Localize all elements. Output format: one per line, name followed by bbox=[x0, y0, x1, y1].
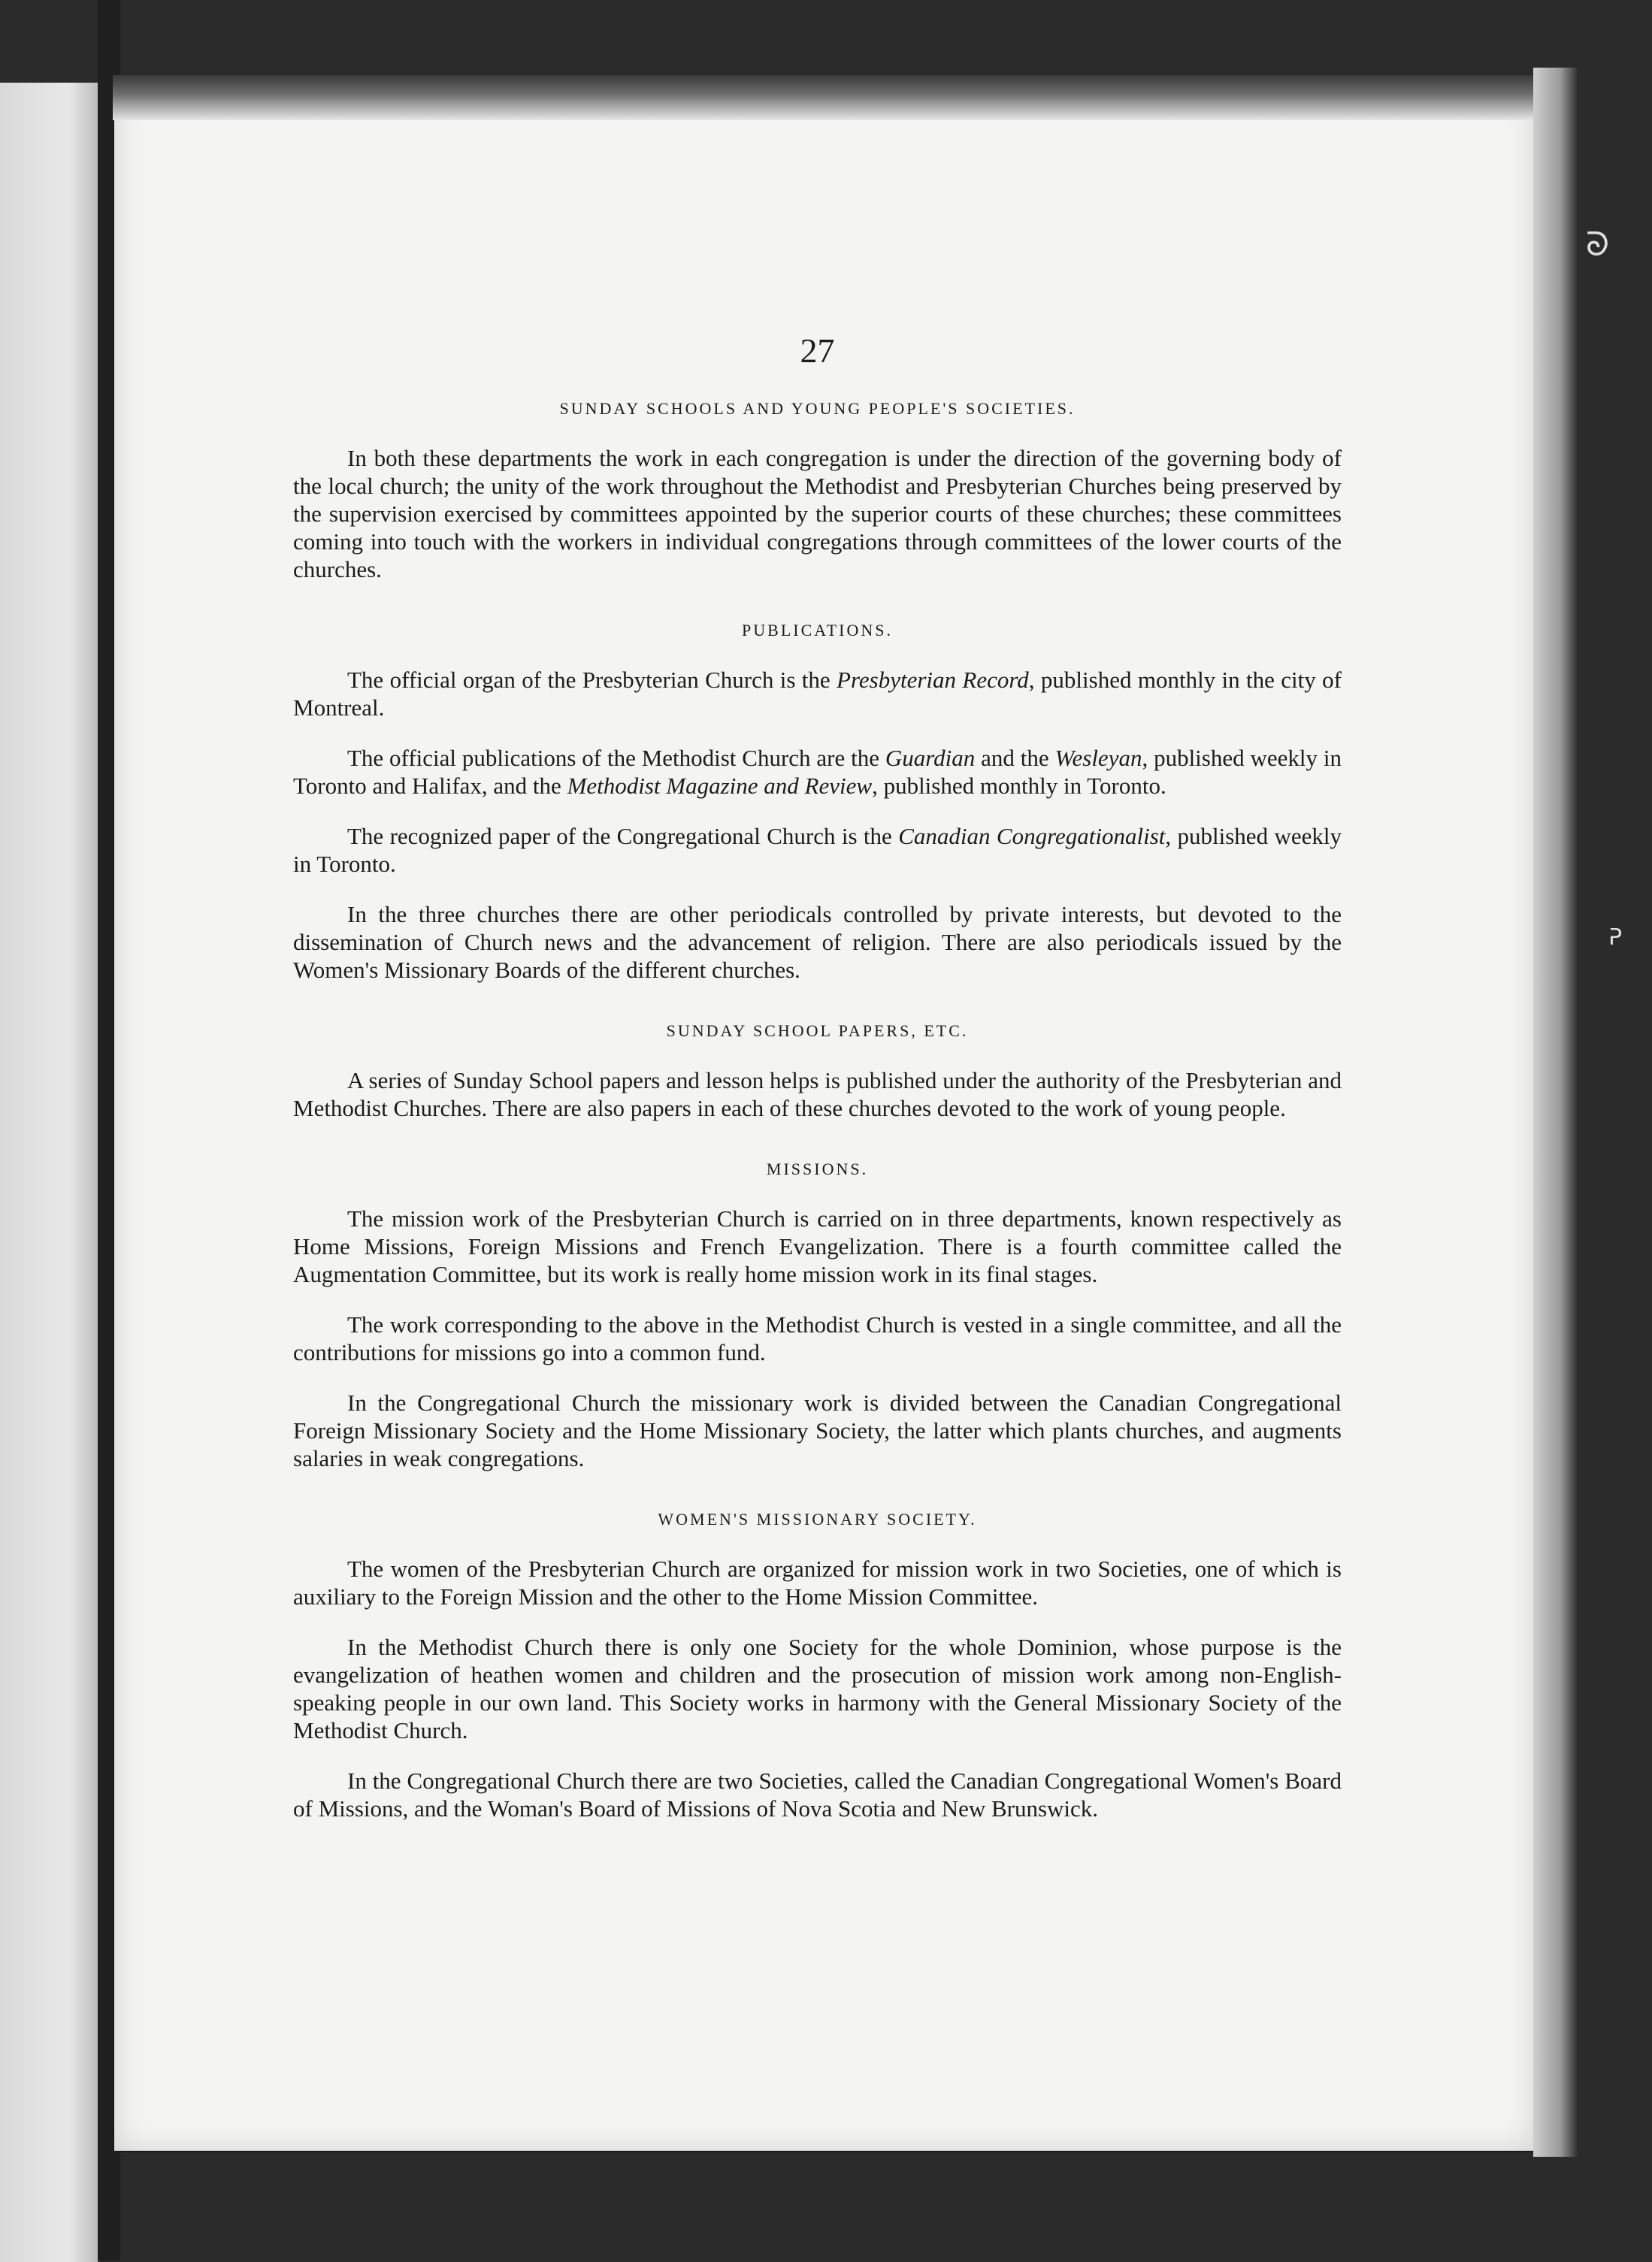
publication-title: Wesleyan bbox=[1054, 745, 1142, 771]
paragraph: In the Methodist Church there is only one Society for the whole Dominion, whose purpose is the evangelization of heathen women and children and the prosecution of mission work among non-English-speaking people in our own land. This Society works in harmony with the General Missionary Society of the Methodist Church. bbox=[293, 1634, 1342, 1743]
paragraph: In both these departments the work in each congregation is under the direction of the governing body of the local church; the unity of the work throughout the Methodist and Presbyterian Churches being preserved by the supervision exercised by committees appointed by the superior courts of these churches; these committees coming into touch with the workers in individual congregations through committees of the lower courts of the churches. bbox=[293, 445, 1342, 582]
section-heading: WOMEN'S MISSIONARY SOCIETY. bbox=[658, 1510, 977, 1529]
publication-title: Canadian Congregationalist bbox=[898, 823, 1166, 849]
paragraph: In the Congregational Church the missionary work is divided between the Canadian Congregational Foreign Missionary Society and the Home Missionary Society, the latter which plants churches, and augments salaries in weak congregations. bbox=[293, 1390, 1342, 1471]
document-body bbox=[293, 331, 1342, 1845]
publication-title: Guardian bbox=[885, 745, 976, 771]
paragraph: A series of Sunday School papers and lesson helps is published under the authority of the Presbyterian and Methodist Churches. There are also papers in each of these churches devoted to the work of young people. bbox=[293, 1067, 1342, 1121]
page-number: 27 bbox=[800, 331, 835, 370]
page-top-shadow bbox=[113, 75, 1533, 120]
section-heading: SUNDAY SCHOOLS AND YOUNG PEOPLE'S SOCIETIES. bbox=[559, 399, 1076, 418]
facing-page-edge bbox=[0, 83, 100, 2262]
scribble-mark: ᕈ bbox=[1608, 924, 1623, 951]
publication-title: Presbyterian Record bbox=[837, 667, 1029, 693]
paragraph: The mission work of the Presbyterian Church is carried on in three departments, known respectively as Home Missions, Foreign Missions and French Evangelization. There is a fourth committee called the Augmentation Committee, but its work is really home mission work in its final stages. bbox=[293, 1205, 1342, 1287]
section-heading: PUBLICATIONS. bbox=[742, 621, 893, 640]
page-right-edge bbox=[1533, 68, 1578, 2157]
paragraph: The women of the Presbyterian Church are organized for mission work in two Societies, one of which is auxiliary to the Foreign Mission and the other to the Home Mission Committee. bbox=[293, 1556, 1342, 1610]
paragraph: The recognized paper of the Congregational Church is the Canadian Congregationalist, published weekly in Toronto. bbox=[293, 823, 1342, 877]
paragraph: In the Congregational Church there are two Societies, called the Canadian Congregational Women's Board of Missions, and the Woman's Board of Missions of Nova Scotia and New Brunswick. bbox=[293, 1768, 1342, 1822]
paragraph: In the three churches there are other periodicals controlled by private interests, but devoted to the dissemination of Church news and the advancement of religion. There are also periodicals issued by the Women's Missionary Boards of the different churches. bbox=[293, 901, 1342, 983]
section-heading: MISSIONS. bbox=[766, 1160, 869, 1178]
publication-title: Methodist Magazine and Review bbox=[567, 773, 873, 799]
paragraph: The work corresponding to the above in the Methodist Church is vested in a single committee, and all the contributions for missions go into a common fund. bbox=[293, 1311, 1342, 1365]
scribble-mark: ᘐ bbox=[1586, 225, 1609, 264]
paragraph: The official publications of the Methodist Church are the Guardian and the Wesleyan, published weekly in Toronto and Halifax, and the Methodist Magazine and Review, published monthly in Toronto. bbox=[293, 745, 1342, 799]
paragraph: The official organ of the Presbyterian Church is the Presbyterian Record, published monthly in the city of Montreal. bbox=[293, 667, 1342, 721]
section-heading: SUNDAY SCHOOL PAPERS, ETC. bbox=[666, 1021, 969, 1040]
